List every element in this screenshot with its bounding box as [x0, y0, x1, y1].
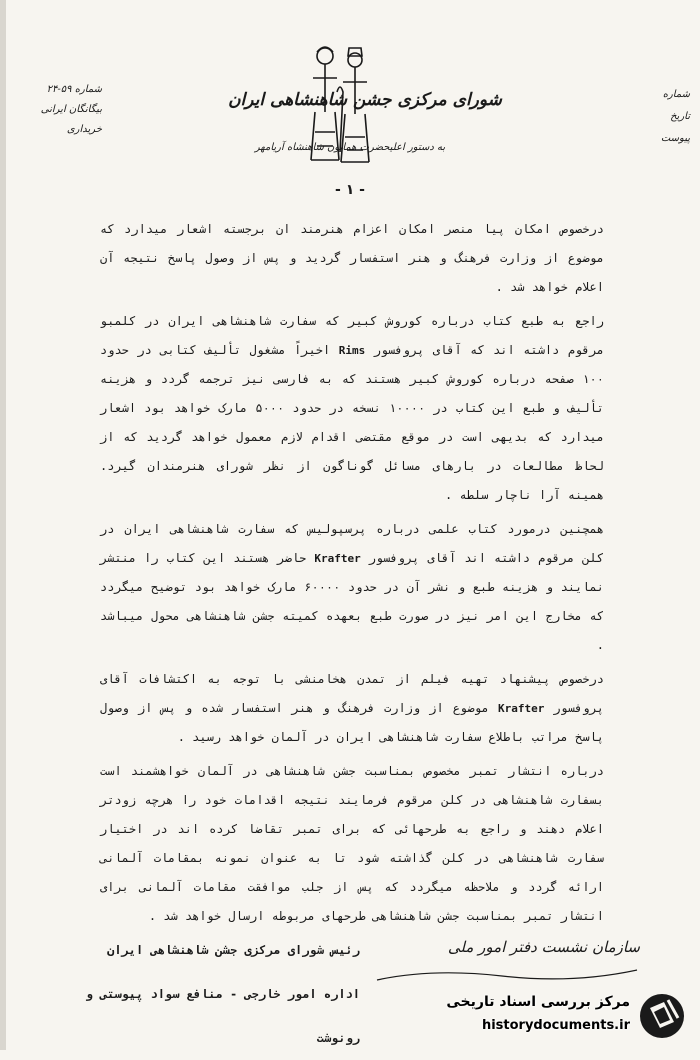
paragraph-5 — [100, 757, 604, 931]
signature-title: رئیس شورای مرکزی جشن شاهنشاهی ایران — [107, 943, 360, 957]
page-number: - ۱ - — [335, 182, 365, 198]
latin-name: Rims — [338, 344, 366, 357]
reference-block — [18, 80, 102, 140]
page-edge — [0, 0, 6, 1050]
watermark-name: مرکز بررسی اسناد تاریخی — [446, 994, 630, 1010]
latin-name: Krafter — [314, 552, 361, 565]
paragraph-1 — [100, 215, 604, 302]
reference-line: شماره ۵۹-۲۴ — [46, 84, 102, 95]
paragraph-text: درباره انتشار تمبر مخصوص بمناسبت جشن شاهنشاهی در آلمان خواهشمند است بسفارت شاهنشاهی در کلن مرقوم فرمایند نتیجه اقدامات خود را هرچه زودتر اعلام دهند و راجع به طرحهائی که برای تمبر تقاضا کرده اند در اختیار سفارت شاهنشاهی در کلن گذاشته شود تا به عنوان نمونه بمقامات آلمانی ارائه گردد و ملاحظه میگردد که پس از جلب موافقت مقامات آلمانی برای انتشار تمبر بمناسبت جشن شاهنشاهی طرحهای مربوطه ارسال خواهد شد . — [100, 764, 604, 923]
letterhead-subtitle: به دستور اعلیحضرت همایون شاهنشاه آریامهر — [254, 142, 446, 153]
meta-label-date: تاریخ — [670, 111, 690, 122]
paragraph-text: درخصوص پیشنهاد تهیه فیلم از تمدن هخامنشی با توجه به اکتشافات آقای پروفسور — [100, 672, 604, 715]
meta-label-number: شماره — [662, 89, 690, 100]
paragraph-2 — [100, 307, 604, 510]
paragraph-text: موضوع از وزارت فرهنگ و هنر استفسار شده و پس از وصول پاسخ مراتب باطلاع سفارت شاهنشاهی ایران در آلمان خواهد رسید . — [100, 701, 604, 744]
reference-line: خریداری — [66, 124, 102, 135]
meta-labels — [642, 84, 690, 150]
paragraph-text: اخیراً مشغول تألیف کتابی در حدود ۱۰۰ صفحه درباره کوروش کبیر هستند که به فارسی نیز ترجمه گردد و هزینه تألیف و طبع این کتاب در ۱۰۰۰۰ نسخه در حدود ۵۰۰۰ مارک خواهد بود اشعار میدارد که بدیهی است در موقع مقتضی اقدام لازم معمول خواهد گردید که از لحاظ مطالعات در بارهای مسائل گوناگون از نظر شورای هنرمندان گیرد. همینه آرا ناچار سلطه . — [100, 343, 605, 502]
watermark — [405, 990, 690, 1044]
signature-handwritten: سازمان نشست دفتر امور ملی — [447, 938, 640, 956]
letterhead — [200, 42, 530, 172]
paragraph-4 — [100, 665, 604, 752]
paragraph-text: راجع به طبع کتاب درباره کوروش کبیر که سفارت شاهنشاهی ایران در کلمبو مرقوم داشته اند که آقای پروفسور — [100, 314, 604, 357]
paragraph-text: حاضر هستند این کتاب را منتشر نمایند و هزینه طبع و نشر آن در حدود ۶۰۰۰۰ مارک خواهد بود توضیح میگردد که مخارج این امر نیز در صورت طبع بعهده کمیته جشن شاهنشاهی محول میباشد . — [100, 551, 604, 652]
watermark-url: historydocuments.ir — [481, 1018, 630, 1033]
letter-body — [100, 215, 604, 936]
archive-logo-icon — [638, 992, 686, 1040]
meta-label-attachment: پیوست — [660, 133, 690, 144]
paragraph-3 — [100, 515, 604, 660]
latin-name: Krafter — [497, 702, 545, 715]
reference-line: بیگانگان ایرانی — [40, 104, 102, 115]
paragraph-text: درخصوص امکان پیا منصر امکان اعزام هنرمند ان برجسته اشعار میدارد که موضوع از وزارت فرهنگ و هنر استفسار گردید و پس از وصول پاسخ نتیجه آن اعلام خواهد شد . — [100, 222, 604, 294]
signature-block — [60, 928, 360, 1060]
paragraph-text: همچنین درمورد کتاب علمی درباره پرسپولیس که سفارت شاهنشاهی ایران در کلن مرقوم داشته اند آقای پروفسور — [100, 522, 605, 565]
letterhead-title: شورای مرکزی جشن شاهنشاهی ایران — [228, 90, 502, 110]
signature-cc: اداره امور خارجی - منافع سواد پیوستی و رونوشت — [85, 987, 360, 1045]
